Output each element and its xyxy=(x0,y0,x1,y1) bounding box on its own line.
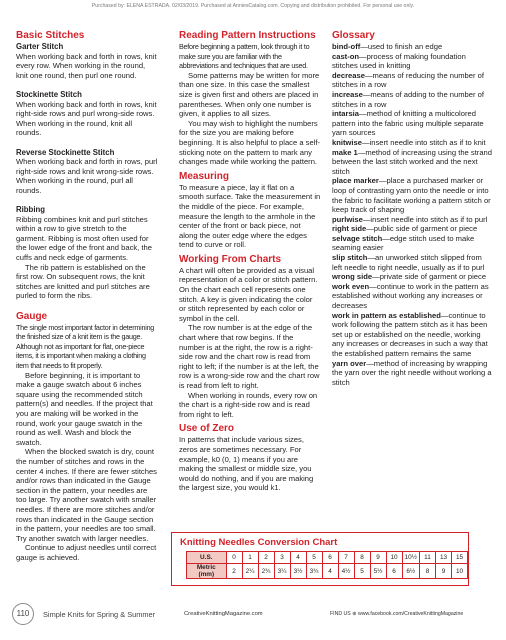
purchase-banner: Purchased by: ELENA ESTRADA. 02/03/2019. Purchased at AnniesCatalog.com. Copying and distribution prohibited. For personal use only. xyxy=(91,3,415,9)
charts-paragraph-3: When working in rounds, every row on the chart is a right-side row and is read from right to left. xyxy=(179,390,318,419)
glossary-term: purlwise xyxy=(332,214,363,224)
needles-conversion-chart xyxy=(171,532,469,586)
ribbing-paragraph-1: Ribbing combines knit and purl stitches within a row to give stretch to the garment. Ribbing is most often used for the lower edge of the front and back, the cuffs and neck edge of garments. xyxy=(16,214,152,263)
glossary-entry xyxy=(332,42,492,52)
table-cell: 15 xyxy=(452,552,468,564)
glossary-term: cast-on xyxy=(332,51,360,61)
glossary-term: decrease xyxy=(332,70,365,80)
gauge-paragraph-1: The single most important factor in determining the finished size of a knit item is the gauge. Although not as important for flat, one-piece items, it is important when making a clothing item that needs to fit properly. xyxy=(16,322,155,370)
gauge-paragraph-4: Continue to adjust needles until correct gauge is achieved. xyxy=(16,543,157,562)
glossary-definition: —continue to work in the pattern as established without working any increases or decreases xyxy=(332,281,489,311)
glossary-definition: —insert needle into stitch as if to knit xyxy=(361,137,486,147)
stockinette-text: When working back and forth in rows, knit right-side rows and purl wrong-side rows. When working in the round, knit all rounds. xyxy=(16,99,157,138)
glossary-entry xyxy=(332,234,492,253)
glossary-definition: —method of increasing using the strand between the last stitch worked and the next stitch xyxy=(332,147,492,176)
glossary-definition: —edge stitch used to make seaming easier xyxy=(332,233,475,253)
section-title-measuring: Measuring xyxy=(179,170,230,182)
table-cell: 8 xyxy=(354,552,370,564)
section-title-reading-pattern: Reading Pattern Instructions xyxy=(179,30,316,41)
glossary-definition: —place a purchased marker or loop of contrasting yarn onto the needle or into the fabric to facilitate working a pattern stitch or keep track of shaping xyxy=(332,176,491,215)
subheading-reverse-stockinette: Reverse Stockinette Stitch xyxy=(16,147,115,157)
measuring-paragraph-1: To measure a piece, lay it flat on a smooth surface. Take the measurement in the middle of the piece. For example, measure the length to the armhole in the center of the front or back piece, not along the outer edge where the edges tend to curve or roll. xyxy=(179,182,321,250)
table-row-metric xyxy=(187,564,468,579)
table-cell: 5½ xyxy=(370,564,386,579)
gauge-paragraph-3: When the blocked swatch is dry, count the number of stitches and rows in the center 4 inches. If there are fewer stitches and/or rows than indicated in the Gauge section in the pattern, your needles are too large. Try another swatch with smaller needles. If there are more stitches and/or rows than indicated in the Gauge section in the pattern, your needles are too small. Try another swatch with larger needles. xyxy=(16,447,157,543)
glossary-entry xyxy=(332,224,492,234)
glossary-definition: —method of knitting a multicolored pattern into the fabric using multiple separate yarn sources xyxy=(332,109,484,138)
page-number: 110 xyxy=(12,603,34,625)
glossary-definition: —means of reducing the number of stitches in a row xyxy=(332,70,484,90)
table-cell: 13 xyxy=(436,552,452,564)
reading-paragraph-2: Some patterns may be written for more than one size. In this case the smallest size is given first and others are placed in parentheses. When only one number is given, it applies to all sizes. xyxy=(179,70,320,119)
glossary-term: intarsia xyxy=(332,109,360,119)
page-footer xyxy=(0,603,506,623)
column-middle xyxy=(179,30,321,493)
facebook-link[interactable]: FIND US ⊕ www.facebook.com/CreativeKnittingMagazine xyxy=(330,611,464,617)
needles-table xyxy=(186,551,468,579)
glossary-list xyxy=(332,42,492,387)
glossary-definition: —method of increasing by wrapping the yarn over the right needle without working a stitch xyxy=(332,358,492,387)
glossary-term: slip stitch xyxy=(332,253,368,263)
glossary-term: right side xyxy=(332,224,367,234)
section-title-working-from-charts: Working From Charts xyxy=(179,253,282,265)
section-title-basic-stitches: Basic Stitches xyxy=(16,30,85,41)
table-cell: 6 xyxy=(322,552,338,564)
table-cell: 3¼ xyxy=(274,564,290,579)
table-cell: 8 xyxy=(420,564,436,579)
table-cell: 5 xyxy=(306,552,322,564)
ribbing-paragraph-2: The rib pattern is established on the first row. On subsequent rows, the knit stitches are knitted and purl stitches are purled to form the ribs. xyxy=(16,262,150,301)
column-left xyxy=(16,30,158,562)
section-title-gauge: Gauge xyxy=(16,310,48,322)
glossary-term: work even xyxy=(332,281,370,291)
glossary-entry xyxy=(332,215,492,225)
glossary-definition: —continue to work following the pattern stitch as it has been set up or established on the needle, working any increases or decreases in such a way that the established pattern remains the same xyxy=(332,310,488,358)
glossary-entry xyxy=(332,148,492,177)
table-cell: 2 xyxy=(226,564,242,579)
glossary-entry xyxy=(332,359,492,388)
table-cell: 10½ xyxy=(402,552,419,564)
table-row-us xyxy=(187,552,468,564)
charts-paragraph-1: A chart will often be provided as a visual representation of a color or stitch pattern. On the chart each cell represents one stitch. A key is given indicating the color or stitch represented by each color or symbol in the cell. xyxy=(179,265,318,323)
glossary-entry xyxy=(332,90,492,109)
glossary-entry xyxy=(332,52,492,71)
table-cell: 9 xyxy=(370,552,386,564)
zero-paragraph-1: In patterns that include various sizes, zeros are sometimes necessary. For example, k0 (0, 1) means if you are making the smallest or middle size, you would do nothing, and if you are making the largest size, you would k1. xyxy=(179,435,314,493)
table-cell: 3½ xyxy=(290,564,306,579)
glossary-definition: —private side of garment or piece xyxy=(372,272,487,282)
glossary-term: knitwise xyxy=(332,137,362,147)
row-label-us: U.S. xyxy=(187,552,227,564)
glossary-term: place marker xyxy=(332,176,379,186)
table-cell: 5 xyxy=(354,564,370,579)
reading-paragraph-3: You may wish to highlight the numbers for the size you are making before beginning. It is also helpful to place a self-sticking note on the pattern to mark any changes made while working the pattern. xyxy=(179,118,320,167)
glossary-definition: —process of making foundation stitches used in knitting xyxy=(332,51,466,71)
table-cell: 6 xyxy=(386,564,402,579)
table-cell: 10 xyxy=(452,564,468,579)
table-cell: 4 xyxy=(322,564,338,579)
section-title-use-of-zero: Use of Zero xyxy=(179,423,235,435)
glossary-entry xyxy=(332,109,492,138)
subheading-stockinette: Stockinette Stitch xyxy=(16,89,82,99)
glossary-term: work in pattern as established xyxy=(332,310,441,320)
row-label-metric: Metric (mm) xyxy=(187,564,227,579)
charts-paragraph-2: The row number is at the edge of the chart where that row begins. If the number is at the right, the row is a right-side row and the chart row is read from right to left; if the number is at the left, the row is a wrong-side row and the chart row is read from left to right. xyxy=(179,323,320,390)
glossary-entry xyxy=(332,311,492,359)
glossary-term: increase xyxy=(332,89,363,99)
table-cell: 3¾ xyxy=(306,564,322,579)
glossary-entry xyxy=(332,71,492,90)
glossary-definition: —insert needle into stitch as if to purl xyxy=(362,214,488,224)
glossary-term: bind-off xyxy=(332,42,361,51)
table-cell: 0 xyxy=(226,552,242,564)
table-cell: 2¾ xyxy=(258,564,274,579)
glossary-term: yarn over xyxy=(332,358,367,368)
table-cell: 4½ xyxy=(338,564,354,579)
table-cell: 4 xyxy=(290,552,306,564)
glossary-entry xyxy=(332,282,492,311)
subheading-ribbing: Ribbing xyxy=(16,205,46,215)
website-link[interactable]: CreativeKnittingMagazine.com xyxy=(184,611,263,617)
table-cell: 2 xyxy=(258,552,274,564)
reverse-stockinette-text: When working back and forth in rows, purl right-side rows and knit wrong-side rows. When working in the round, purl all rounds. xyxy=(16,157,158,195)
reading-paragraph-1: Before beginning a pattern, look through it to make sure you are familiar with the abbreviations and techniques that are used. xyxy=(179,42,310,71)
garter-text: When working back and forth in rows, knit every row. When working in the round, knit one round, then purl one round. xyxy=(16,51,157,80)
gauge-paragraph-2: Before beginning, it is important to make a gauge swatch about 6 inches square using the recommended stitch pattern(s) and needles. If the project that you are making will be worked in the round, work your gauge swatch in the round as well. Wash and block the swatch. xyxy=(16,370,153,447)
table-cell: 3 xyxy=(274,552,290,564)
table-cell: 10 xyxy=(386,552,402,564)
glossary-term: selvage stitch xyxy=(332,233,383,243)
section-title-glossary: Glossary xyxy=(332,30,375,41)
glossary-definition: —an unworked stitch slipped from left needle to right needle, usually as if to purl xyxy=(332,253,485,272)
table-cell: 1 xyxy=(242,552,258,564)
table-cell: 9 xyxy=(436,564,452,579)
column-glossary xyxy=(332,30,492,387)
glossary-definition: —used to finish an edge xyxy=(360,42,443,51)
table-cell: 6½ xyxy=(402,564,419,579)
table-cell: 11 xyxy=(420,552,436,564)
glossary-definition: —public side of garment or piece xyxy=(366,224,478,234)
glossary-entry xyxy=(332,272,492,282)
publication-name: Simple Knits for Spring & Summer xyxy=(43,610,156,619)
chart-title: Knitting Needles Conversion Chart xyxy=(180,537,338,548)
table-cell: 2¼ xyxy=(242,564,258,579)
table-cell: 7 xyxy=(338,552,354,564)
glossary-entry xyxy=(332,176,492,214)
glossary-definition: —means of adding to the number of stitches in a row xyxy=(332,89,484,109)
glossary-entry xyxy=(332,138,492,148)
glossary-term: make 1 xyxy=(332,147,358,157)
subheading-garter: Garter Stitch xyxy=(16,42,64,51)
glossary-term: wrong side xyxy=(332,272,373,282)
glossary-entry xyxy=(332,253,492,272)
